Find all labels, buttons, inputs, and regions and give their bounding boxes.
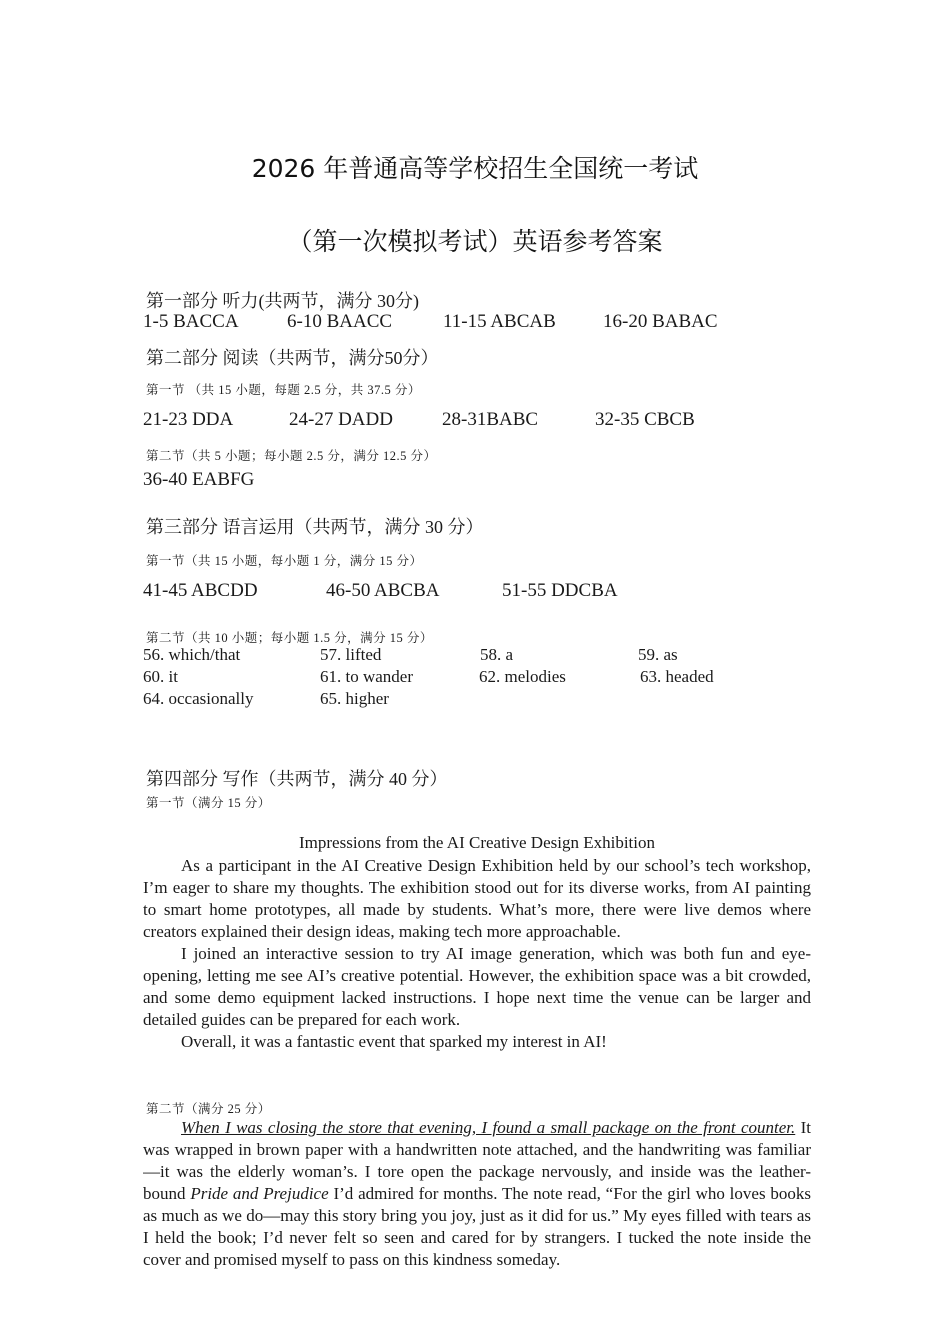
part4-heading: 第四部分 写作（共两节，满分 40 分）: [146, 769, 448, 789]
part4-section2-note: 第二节（满分 25 分）: [146, 1102, 271, 1116]
grammar-answer-62: 62. melodies: [479, 667, 566, 686]
part2-answer-1: 21-23 DDA: [143, 409, 234, 430]
continuation-story: [143, 1117, 811, 1281]
part3-section2-note: 第二节（共 10 小题；每小题 1.5 分，满分 15 分）: [146, 631, 433, 645]
grammar-answer-60: 60. it: [143, 667, 178, 686]
story-paragraph: [143, 1117, 811, 1271]
essay-paragraph: I joined an interactive session to try AI image generation, which was both fun and eye-opening, letting me see AI’s creative potential. However, the exhibition space was a bit crowded, and some demo equipment lacked instructions. I hope next time the venue can be larger and detailed guides can be prepared for each work.: [143, 944, 811, 1029]
grammar-answer-61: 61. to wander: [320, 667, 414, 686]
exam-subtitle: （第一次模拟考试）英语参考答案: [287, 227, 663, 256]
essay-body: [143, 855, 811, 1053]
part1-answer-1: 1-5 BACCA: [143, 311, 239, 332]
grammar-answer-65: 65. higher: [320, 689, 389, 708]
grammar-answer-64: 64. occasionally: [143, 689, 254, 708]
grammar-answer-56: 56. which/that: [143, 645, 241, 664]
part3-answer-3: 51-55 DDCBA: [502, 580, 618, 601]
grammar-answer-59: 59. as: [638, 645, 678, 664]
grammar-answer-58: 58. a: [480, 645, 514, 664]
part2-answer-2: 24-27 DADD: [289, 409, 393, 430]
essay-title: Impressions from the AI Creative Design Exhibition: [299, 833, 655, 852]
part2-answer-4: 32-35 CBCB: [595, 409, 695, 430]
part4-section1-note: 第一节（满分 15 分）: [146, 796, 271, 810]
story-text-part1: It was wrapped in brown paper with a handwritten note attached, and the handwriting was familiar—it was the elderly woman’s. I tore open the package nervously, and inside was the leather-bound: [143, 1118, 811, 1203]
part1-heading: 第一部分 听力(共两节，满分 30分): [146, 291, 419, 311]
part2-answer-3: 28-31BABC: [442, 409, 539, 430]
story-text-part2: I’d admired for months. The note read, “For the girl who loves books as much as we do—may this story bring you joy, just as it did for us.” My eyes filled with tears as I held the book; I’d never felt so seen and cared for by strangers. I tucked the note inside the cover and promised myself to pass on this kindness someday.: [143, 1184, 811, 1269]
part1-answer-4: 16-20 BABAC: [603, 311, 718, 332]
part2-heading: 第二部分 阅读（共两节，满分50分）: [146, 348, 439, 368]
part1-answer-2: 6-10 BAACC: [287, 311, 393, 332]
grammar-answer-63: 63. headed: [640, 667, 714, 686]
part3-section1-note: 第一节（共 15 小题，每小题 1 分，满分 15 分）: [146, 554, 423, 568]
story-prompt-sentence: When I was closing the store that evening, I found a small package on the front counter.: [181, 1118, 796, 1137]
part3-heading: 第三部分 语言运用（共两节，满分 30 分）: [146, 517, 484, 537]
part3-answer-2: 46-50 ABCBA: [326, 580, 440, 601]
part3-answer-1: 41-45 ABCDD: [143, 580, 258, 601]
part2-section1-note: 第一节 （共 15 小题，每题 2.5 分，共 37.5 分）: [146, 383, 421, 397]
essay-paragraph: Overall, it was a fantastic event that sparked my interest in AI!: [181, 1032, 607, 1051]
essay-paragraph: As a participant in the AI Creative Design Exhibition held by our school’s tech workshop, I’m eager to share my thoughts. The exhibition stood out for its diverse works, from AI painting to smart home prototypes, all made by students. What’s more, there were live demos where creators explained their design ideas, making tech more approachable.: [143, 856, 811, 941]
part2-section2-note: 第二节（共 5 小题；每小题 2.5 分，满分 12.5 分）: [146, 449, 437, 463]
story-book-title: Pride and Prejudice: [190, 1184, 329, 1203]
part2-section2-answer: 36-40 EABFG: [143, 469, 255, 490]
part1-answer-3: 11-15 ABCAB: [443, 311, 556, 332]
exam-title: 2026 年普通高等学校招生全国统一考试: [251, 154, 699, 183]
grammar-answer-57: 57. lifted: [320, 645, 382, 664]
